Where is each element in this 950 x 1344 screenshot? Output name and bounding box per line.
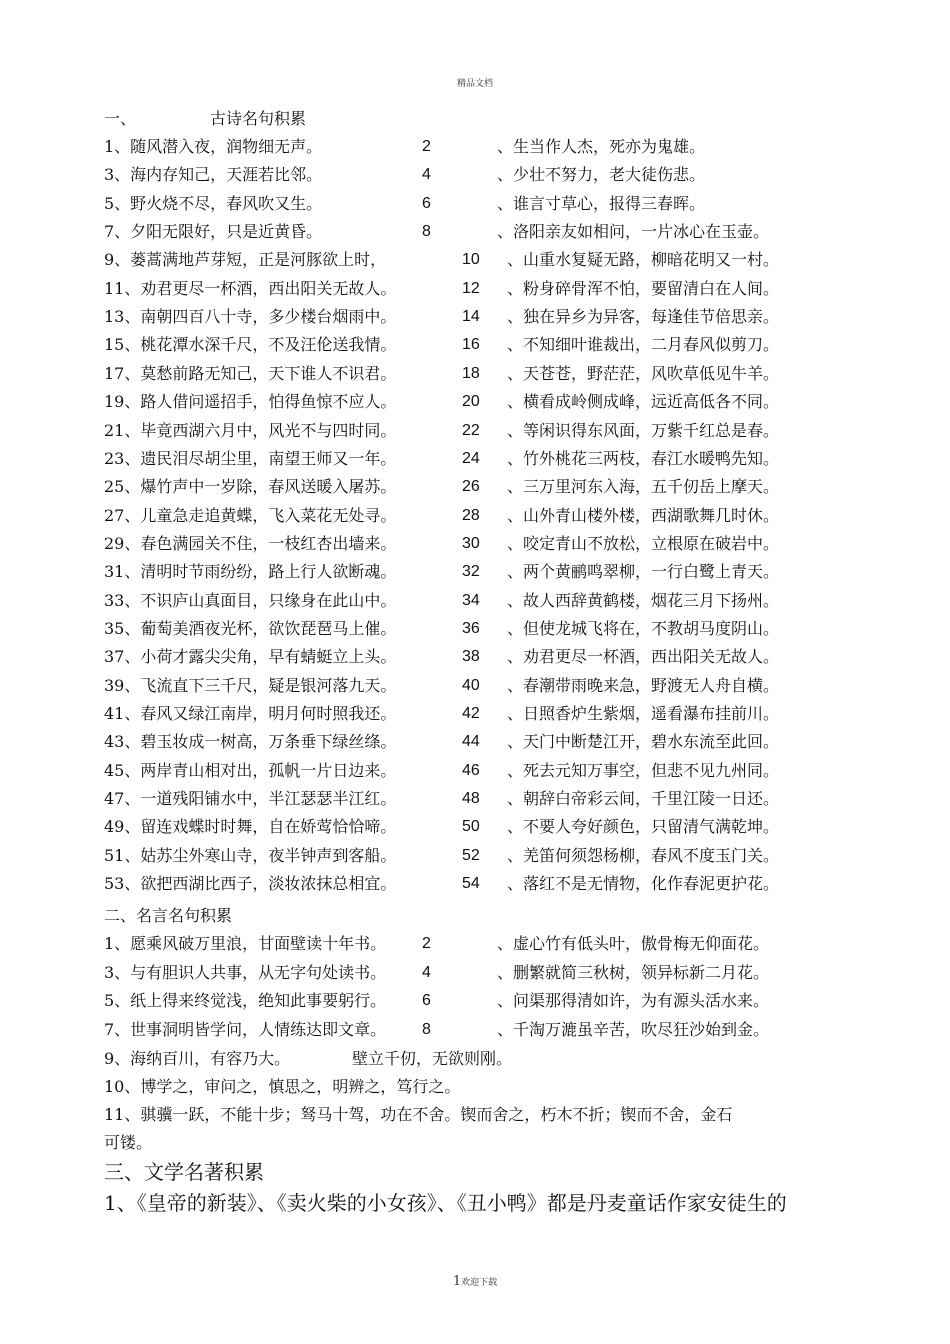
item-left-text: 33、不识庐山真面目，只缘身在此山中。 <box>104 590 397 610</box>
item-right-text: 、谁言寸草心，报得三春晖。 <box>497 193 706 213</box>
item-right-number: 32 <box>462 563 480 581</box>
item-right-number: 4 <box>422 166 431 184</box>
item-right-text: 、删繁就简三秋树，领异标新二月花。 <box>497 962 770 982</box>
item-right-text: 、两个黄鹂鸣翠柳，一行白鹭上青天。 <box>507 562 780 582</box>
item-right-text: 、死去元知万事空，但悲不见九州同。 <box>507 760 780 780</box>
list-item <box>104 988 884 1014</box>
page-header: 精品文档 <box>456 79 493 89</box>
page-footer <box>0 1274 950 1289</box>
item-left-text: 3、海内存知己，天涯若比邻。 <box>104 165 323 185</box>
item-left-text: 41、春风又绿江南岸，明月何时照我还。 <box>104 704 397 723</box>
quote-9-part2: 壁立千仞，无欲则刚。 <box>352 1049 513 1068</box>
list-item <box>104 191 884 217</box>
item-right-number: 2 <box>422 935 431 952</box>
section3-title: 三、文学名著积累 <box>104 1160 264 1184</box>
item-left-text: 39、飞流直下三千尺，疑是银河落九天。 <box>104 675 397 695</box>
item-right-text: 、独在异乡为异客，每逢佳节倍思亲。 <box>507 307 780 327</box>
quote-line-10 <box>104 1074 884 1100</box>
list-item <box>104 247 884 273</box>
item-right-number: 16 <box>462 336 480 354</box>
footer-text: 欢迎下载 <box>461 1278 498 1288</box>
item-left-text: 25、爆竹声中一岁除，春风送暖入屠苏。 <box>104 477 397 497</box>
item-right-text: 、但使龙城飞将在，不教胡马度阴山。 <box>507 618 780 638</box>
list-item <box>104 474 884 500</box>
item-right-number: 50 <box>462 818 480 836</box>
item-left-text: 9、蒌蒿满地芦芽短，正是河豚欲上时， <box>104 250 387 270</box>
list-item <box>104 531 884 557</box>
item-left-text: 27、儿童急走追黄蝶，飞入菜花无处寻。 <box>104 505 397 525</box>
quote-line-11-continued: 可镂。 <box>104 1133 153 1152</box>
item-right-number: 46 <box>462 761 480 779</box>
item-right-number: 52 <box>462 846 480 864</box>
item-right-text: 、粉身碎骨浑不怕，要留清白在人间。 <box>507 278 780 298</box>
quote-9-part1: 9、海纳百川，有容乃大。 <box>104 1049 291 1068</box>
item-right-number: 34 <box>462 591 480 609</box>
item-right-number: 8 <box>422 223 431 241</box>
list-item <box>104 559 884 585</box>
item-right-text: 、少壮不努力，老大徒伤悲。 <box>497 165 706 185</box>
list-item <box>104 304 884 330</box>
item-right-text: 、朝辞白帝彩云间，千里江陵一日还。 <box>507 789 780 809</box>
item-right-number: 14 <box>462 308 480 326</box>
list-item <box>104 616 884 642</box>
item-left-text: 11、劝君更尽一杯酒，西出阳关无故人。 <box>104 278 397 298</box>
item-right-text: 、生当作人杰，死亦为鬼雄。 <box>497 137 706 156</box>
item-right-text: 、竹外桃花三两枝，春江水暖鸭先知。 <box>507 448 780 468</box>
list-item <box>104 332 884 358</box>
item-left-text: 47、一道残阳铺水中，半江瑟瑟半江红。 <box>104 789 397 809</box>
quote-line-11: 11、骐骥一跃，不能十步；驽马十驾，功在不舍。锲而舍之，朽木不折；锲而不舍，金石 <box>104 1105 733 1124</box>
item-right-text: 、洛阳亲友如相问，一片冰心在玉壶。 <box>497 222 770 242</box>
list-item <box>104 729 884 755</box>
item-left-text: 23、遗民泪尽胡尘里，南望王师又一年。 <box>104 448 397 468</box>
item-right-number: 6 <box>422 992 431 1009</box>
item-right-number: 26 <box>462 478 480 496</box>
item-right-text: 、春潮带雨晚来急，野渡无人舟自横。 <box>507 675 780 695</box>
item-right-number: 38 <box>462 648 480 666</box>
item-left-text: 51、姑苏尘外寒山寺，夜半钟声到客船。 <box>104 845 397 865</box>
item-right-text: 、咬定青山不放松，立根原在破岩中。 <box>507 533 780 553</box>
list-item <box>104 446 884 472</box>
item-right-number: 2 <box>422 138 431 155</box>
list-item <box>104 701 884 727</box>
item-right-number: 30 <box>462 534 480 552</box>
list-item <box>104 786 884 812</box>
item-right-number: 12 <box>462 279 480 297</box>
section2-title: 二、名言名句积累 <box>104 906 233 925</box>
item-left-text: 29、春色满园关不住，一枝红杏出墙来。 <box>104 533 397 553</box>
item-right-text: 、天苍苍，野茫茫，风吹草低见牛羊。 <box>507 363 780 383</box>
item-right-number: 20 <box>462 393 480 411</box>
list-item <box>104 134 884 160</box>
quote-10-text: 10、博学之，审问之，慎思之，明辨之，笃行之。 <box>104 1077 461 1096</box>
item-right-number: 48 <box>462 790 480 808</box>
item-right-number: 6 <box>422 194 431 212</box>
item-right-number: 8 <box>422 1020 431 1038</box>
item-left-text: 5、纸上得来终觉浅，绝知此事要躬行。 <box>104 991 387 1010</box>
item-right-number: 24 <box>462 449 480 467</box>
item-left-text: 37、小荷才露尖尖角，早有蜻蜓立上头。 <box>104 647 397 667</box>
item-right-number: 44 <box>462 733 480 751</box>
item-left-text: 3、与有胆识人共事，从无字句处读书。 <box>104 962 387 982</box>
list-item <box>104 219 884 245</box>
item-right-text: 、天门中断楚江开，碧水东流至此回。 <box>507 732 780 752</box>
item-right-number: 54 <box>462 875 480 893</box>
item-right-text: 、不要人夸好颜色，只留清气满乾坤。 <box>507 817 780 837</box>
list-item <box>104 843 884 869</box>
item-right-text: 、不知细叶谁裁出，二月春风似剪刀。 <box>507 335 780 355</box>
item-left-text: 17、莫愁前路无知己，天下谁人不识君。 <box>104 363 397 383</box>
list-item <box>104 1017 884 1043</box>
item-right-number: 28 <box>462 506 480 524</box>
item-left-text: 53、欲把西湖比西子，淡妆浓抹总相宜。 <box>104 874 397 894</box>
item-left-text: 31、清明时节雨纷纷，路上行人欲断魂。 <box>104 562 397 582</box>
item-right-text: 、千淘万漉虽辛苦，吹尽狂沙始到金。 <box>497 1019 770 1039</box>
item-left-text: 21、毕竟西湖六月中，风光不与四时同。 <box>104 420 397 440</box>
item-right-number: 40 <box>462 676 480 694</box>
item-right-text: 、山重水复疑无路，柳暗花明又一村。 <box>507 250 780 270</box>
item-right-text: 、羌笛何须怨杨柳，春风不度玉门关。 <box>507 845 780 865</box>
item-left-text: 13、南朝四百八十寺，多少楼台烟雨中。 <box>104 307 397 327</box>
item-right-text: 、问渠那得清如许，为有源头活水来。 <box>497 991 770 1010</box>
item-left-text: 7、世事洞明皆学问，人情练达即文章。 <box>104 1019 387 1039</box>
item-left-text: 43、碧玉妆成一树高，万条垂下绿丝绦。 <box>104 732 397 752</box>
list-item <box>104 588 884 614</box>
item-right-number: 42 <box>462 705 480 722</box>
section1-title: 古诗名句积累 <box>210 109 307 128</box>
list-item <box>104 871 884 897</box>
list-item <box>104 276 884 302</box>
item-right-number: 4 <box>422 963 431 981</box>
section3-line1: 1、《皇帝的新装》、《卖火柴的小女孩》、《丑小鸭》都是丹麦童话作家安徒生的 <box>104 1191 787 1215</box>
section1-number: 一、 <box>104 109 137 128</box>
item-right-number: 36 <box>462 619 480 637</box>
list-item <box>104 814 884 840</box>
item-left-text: 1、随风潜入夜，润物细无声。 <box>104 137 323 156</box>
item-left-text: 7、夕阳无限好，只是近黄昏。 <box>104 222 323 242</box>
list-item <box>104 644 884 670</box>
item-left-text: 49、留连戏蝶时时舞，自在娇莺恰恰啼。 <box>104 817 397 837</box>
page-number: 1 <box>452 1274 462 1289</box>
item-right-number: 18 <box>462 364 480 382</box>
item-right-number: 10 <box>462 251 480 269</box>
item-right-text: 、山外青山楼外楼，西湖歌舞几时休。 <box>507 505 780 525</box>
item-left-text: 5、野火烧不尽，春风吹又生。 <box>104 193 323 213</box>
list-item <box>104 503 884 529</box>
item-right-text: 、虚心竹有低头叶，傲骨梅无仰面花。 <box>497 934 770 953</box>
item-right-text: 、劝君更尽一杯酒，西出阳关无故人。 <box>507 647 780 667</box>
item-right-text: 、日照香炉生紫烟，遥看瀑布挂前川。 <box>507 704 780 723</box>
quote-line-9 <box>104 1046 884 1072</box>
list-item <box>104 960 884 986</box>
item-right-text: 、三万里河东入海，五千仞岳上摩天。 <box>507 477 780 497</box>
list-item <box>104 389 884 415</box>
item-right-text: 、等闲识得东风面，万紫千红总是春。 <box>507 420 780 440</box>
item-left-text: 45、两岸青山相对出，孤帆一片日边来。 <box>104 760 397 780</box>
list-item <box>104 418 884 444</box>
list-item <box>104 361 884 387</box>
item-right-text: 、横看成岭侧成峰，远近高低各不同。 <box>507 392 780 412</box>
list-item <box>104 162 884 188</box>
item-right-text: 、故人西辞黄鹤楼，烟花三月下扬州。 <box>507 590 780 610</box>
item-left-text: 15、桃花潭水深千尺，不及汪伦送我情。 <box>104 335 397 355</box>
item-right-text: 、落红不是无情物，化作春泥更护花。 <box>507 874 780 894</box>
item-right-number: 22 <box>462 421 480 439</box>
list-item <box>104 758 884 784</box>
item-left-text: 1、愿乘风破万里浪，甘面壁读十年书。 <box>104 934 387 953</box>
list-item <box>104 931 884 957</box>
item-left-text: 35、葡萄美酒夜光杯，欲饮琵琶马上催。 <box>104 618 397 638</box>
item-left-text: 19、路人借问遥招手，怕得鱼惊不应人。 <box>104 392 397 412</box>
list-item <box>104 673 884 699</box>
section1-heading <box>104 106 307 132</box>
